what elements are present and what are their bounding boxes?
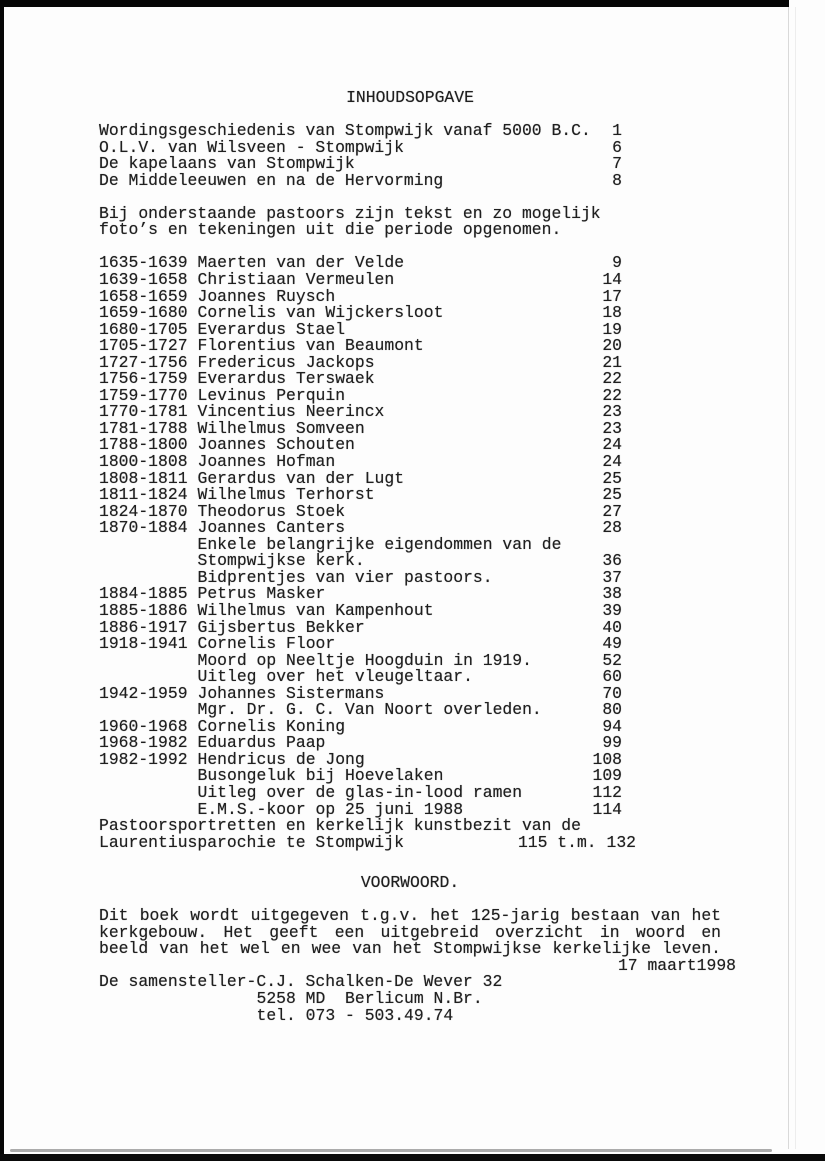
entry-period: 1635-1639 [99,253,188,273]
entry-title: Uitleg over de glas-in-lood ramen [197,782,523,802]
page-edge-line [788,7,789,1149]
scan-edge-left [0,0,4,1161]
entry-page-number: 6 [612,137,622,157]
entry-period: 1705-1727 [99,336,188,356]
entry-period: 1870-1884 [99,518,188,538]
entry-title: O.L.V. van Wilsveen - Stompwijk [99,137,404,157]
entry-title: Uitleg over het vleugeltaar. [197,667,473,687]
entry-title: Levinus Perquin [197,385,346,405]
entry-page-number: 70 [602,683,622,703]
entry-title: Cornelis van Wijckersloot [197,303,444,323]
entry-page-number: 40 [602,617,622,637]
entry-period: 1885-1886 [99,600,188,620]
entry-period: 1918-1941 [99,634,188,654]
entry-title: Joannes Hofman [197,452,336,472]
phone-line: tel. 073 - 503.49.74 [256,1005,454,1025]
entry-title: E.M.S.-koor op 25 juni 1988 [197,799,464,819]
entry-period [99,537,198,554]
entry-page-number: 60 [602,667,622,687]
entry-page-number: 25 [602,468,622,488]
entry-period: 1659-1680 [99,303,188,323]
entry-period: 1884-1885 [99,584,188,604]
entry-period [99,553,198,570]
entry-page-number: 9 [612,253,622,273]
entry-period: 1800-1808 [99,452,188,472]
entry-title: Joannes Schouten [197,435,355,455]
closing-line-2 [99,832,636,852]
entry-page-number: 109 [592,766,622,786]
foreword-section [99,873,736,1025]
entry-page-number: 28 [602,518,622,538]
entry-period: 1824-1870 [99,501,188,521]
note-line: foto’s en tekeningen uit die periode opgenomen. [99,220,562,240]
entry-title: Stompwijkse kerk. [197,551,365,571]
entry-title: Enkele belangrijke eigendommen van de [197,534,562,554]
foreword-paragraph [99,908,721,958]
entry-page-number: 23 [602,402,622,422]
entry-page-number: 94 [602,716,622,736]
entry-page-number: 17 [602,286,622,306]
entry-period: 1808-1811 [99,468,188,488]
entry-title: Pastoorsportretten en kerkelijk kunstbezit van de [99,816,581,836]
entry-title: Everardus Terswaek [197,369,375,389]
foreword-date: 17 maart1998 [617,955,736,975]
entry-page-number: 99 [602,733,622,753]
entry-period [99,768,198,785]
entry-page-number: 52 [602,650,622,670]
entry-title: Wilhelmus van Kampenhout [197,600,434,620]
entry-title: Florentius van Beaumont [197,336,424,356]
entry-title: Cornelis Floor [197,634,336,654]
entry-page-number: 24 [602,435,622,455]
entry-page-number: 24 [602,452,622,472]
entry-title: Maerten van der Velde [197,253,405,273]
entry-title: Everardus Stael [197,319,346,339]
entry-period: 1942-1959 [99,683,188,703]
entry-page-number: 112 [592,782,622,802]
entry-title: De kapelaans van Stompwijk [99,154,355,174]
intro-entry-list [99,123,622,189]
entry-title: Laurentiusparochie te Stompwijk [99,832,404,852]
page-bottom-shadow [10,1149,772,1152]
entry-period [99,785,198,802]
closing-entry [99,818,636,851]
foreword-line: beeld van het wel en wee van het Stompwijkse kerkelijke leven. [99,939,721,959]
entry-title: Vincentius Neerincx [197,402,385,422]
scan-edge-top [0,0,789,7]
compiler-line: De samensteller-C.J. Schalken-De Wever 32 [99,972,503,992]
entry-period: 1680-1705 [99,319,188,339]
entry-period: 1982-1992 [99,749,188,769]
entry-title: De Middeleeuwen en na de Hervorming [99,170,444,190]
toc-row [99,170,622,190]
entry-page-number: 18 [602,303,622,323]
entry-page-number: 108 [592,749,622,769]
entry-page-number: 39 [602,600,622,620]
entry-title: Joannes Ruysch [197,286,336,306]
entry-period: 1960-1968 [99,716,188,736]
entry-page-number: 37 [602,567,622,587]
address-line: 5258 MD Berlicum N.Br. [256,988,483,1008]
entry-page-number: 8 [612,170,622,190]
foreword-heading: VOORWOORD. [360,873,460,893]
entry-title: Moord op Neeltje Hoogduin in 1919. [197,650,532,670]
entry-period: 1639-1658 [99,270,188,290]
note-paragraph [99,203,721,240]
entry-period: 1811-1824 [99,485,188,505]
entry-title: Johannes Sistermans [197,683,385,703]
entry-page-number: 22 [602,369,622,389]
entry-period: 1968-1982 [99,733,188,753]
entry-page-number: 25 [602,485,622,505]
entry-title: Gerardus van der Lugt [197,468,405,488]
entry-period: 1759-1770 [99,385,188,405]
entry-period [99,653,198,670]
entry-page-number: 80 [602,700,622,720]
entry-page-number: 114 [592,799,622,819]
entry-title: Bidprentjes van vier pastoors. [197,567,493,587]
entry-title: Petrus Masker [197,584,326,604]
entry-period: 1788-1800 [99,435,188,455]
entry-page-number: 1 [612,121,622,141]
entry-page-number: 115 t.m. 132 [517,832,636,852]
entry-period: 1756-1759 [99,369,188,389]
entry-page-number: 27 [602,501,622,521]
entry-period: 1781-1788 [99,418,188,438]
entry-title: Wordingsgeschiedenis van Stompwijk vanaf 5000 B.C. [99,121,591,141]
entry-page-number: 38 [602,584,622,604]
entry-page-number: 21 [602,352,622,372]
entry-page-number: 49 [602,634,622,654]
foreword-line: kerkgebouw. Het geeft een uitgebreid overzicht in woord en [99,922,721,942]
entry-period: 1886-1917 [99,617,188,637]
entry-page-number: 7 [612,154,622,174]
foreword-line: Dit boek wordt uitgegeven t.g.v. het 125-jarig bestaan van het [99,906,721,926]
entry-title: Mgr. Dr. G. C. Van Noort overleden. [197,700,542,720]
entry-title: Wilhelmus Terhorst [197,485,375,505]
toc-heading: INHOUDSOPGAVE [346,88,474,107]
pastors-entry-list [99,255,622,818]
entry-page-number: 19 [602,319,622,339]
page-edge-line-faint [795,7,796,1149]
entry-page-number: 36 [602,551,622,571]
entry-title: Busongeluk bij Hoevelaken [197,766,444,786]
entry-title: Joannes Canters [197,518,346,538]
entry-title: Cornelis Koning [197,716,346,736]
entry-page-number: 23 [602,418,622,438]
entry-period: 1658-1659 [99,286,188,306]
entry-title: Wilhelmus Somveen [197,418,365,438]
entry-page-number: 20 [602,336,622,356]
entry-period: 1770-1781 [99,402,188,422]
entry-page-number: 22 [602,385,622,405]
entry-title: Fredericus Jackops [197,352,375,372]
entry-title: Christiaan Vermeulen [197,270,395,290]
entry-title: Eduardus Paap [197,733,326,753]
entry-title: Theodorus Stoek [197,501,346,521]
entry-title: Hendricus de Jong [197,749,365,769]
entry-page-number: 14 [602,270,622,290]
entry-period: 1727-1756 [99,352,188,372]
scan-edge-bottom [0,1154,825,1161]
page-content [99,88,736,1025]
note-line: Bij onderstaande pastoors zijn tekst en zo mogelijk [99,203,601,223]
entry-title: Gijsbertus Bekker [197,617,365,637]
